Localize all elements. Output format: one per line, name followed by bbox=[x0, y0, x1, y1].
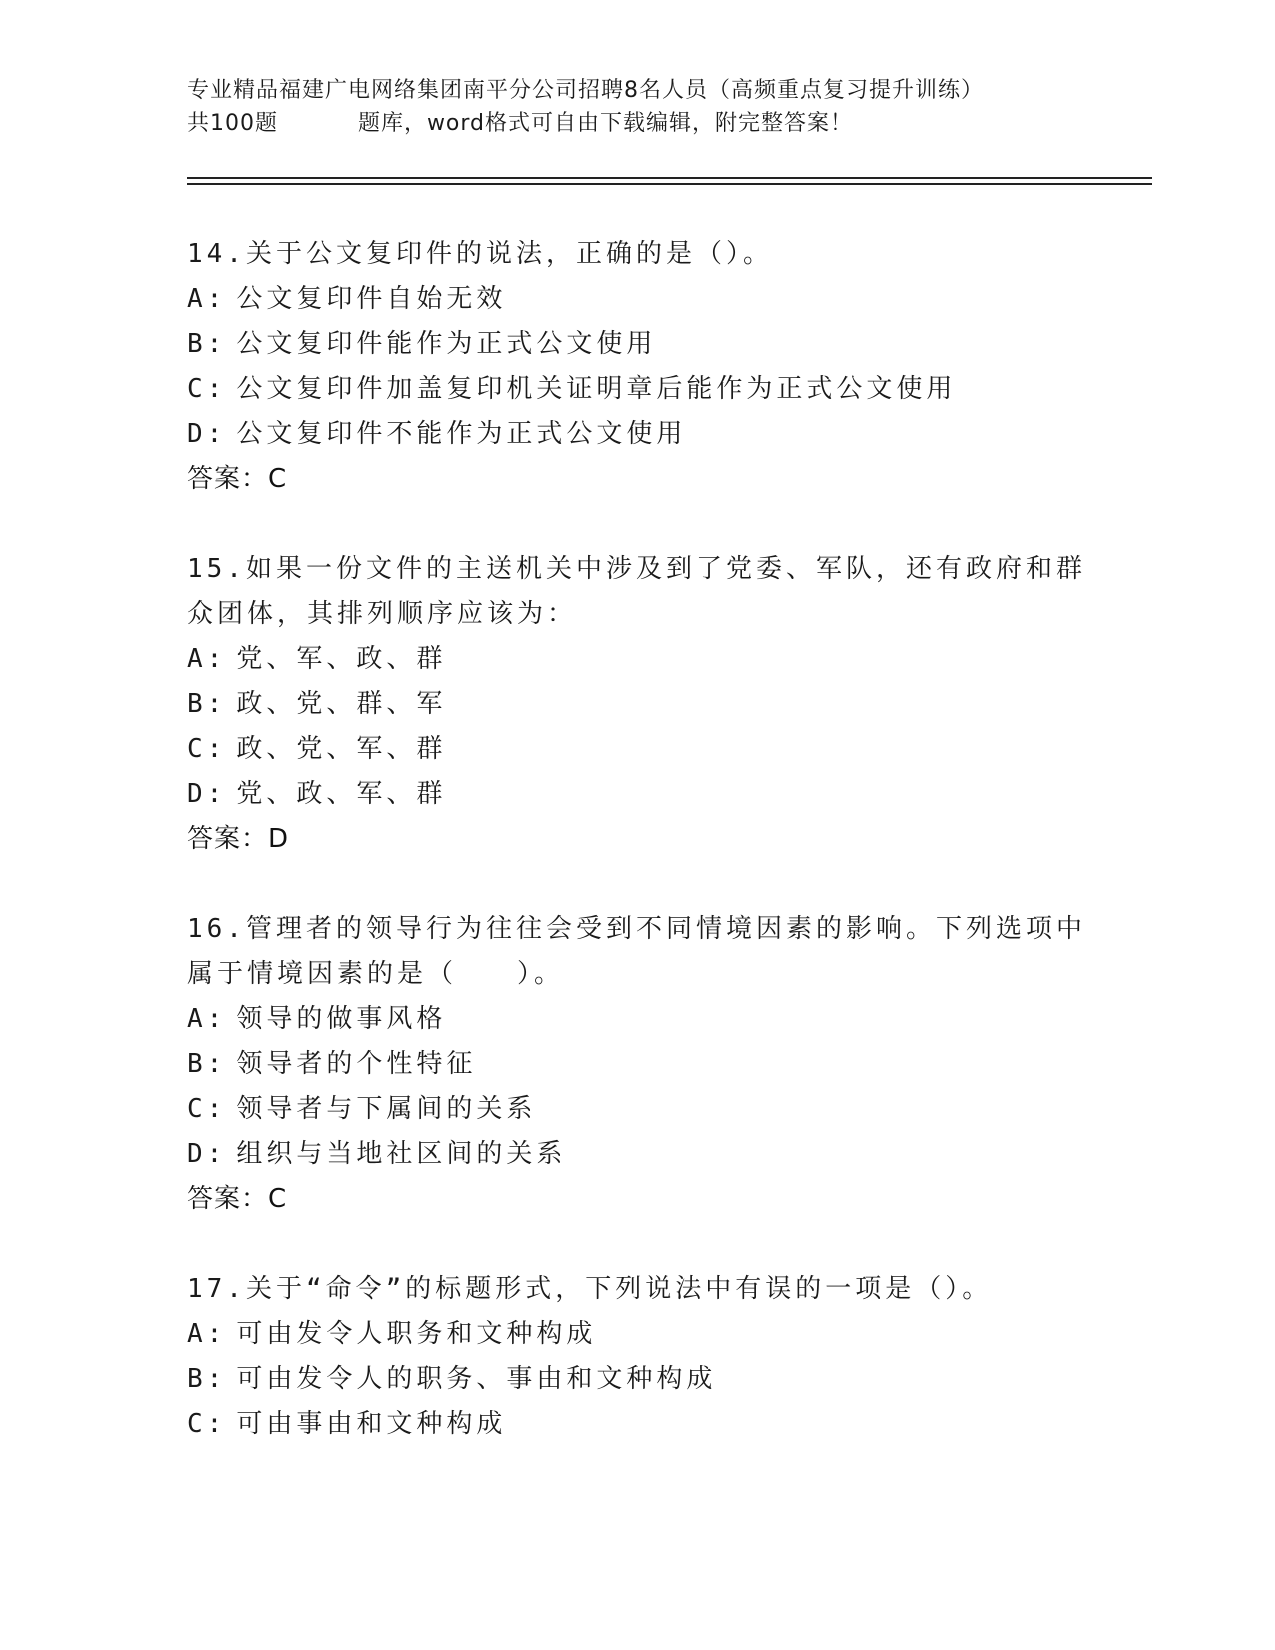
option-text: 领导者与下属间的关系 bbox=[236, 1094, 537, 1124]
question-15 bbox=[187, 547, 1087, 862]
option-b bbox=[187, 1042, 1087, 1087]
option-text: 公文复印件不能作为正式公文使用 bbox=[236, 419, 687, 449]
option-key: D: bbox=[187, 419, 227, 449]
option-key: A: bbox=[187, 284, 227, 314]
header-title: 专业精品福建广电网络集团南平分公司招聘8名人员（高频重点复习提升训练） bbox=[187, 78, 984, 103]
answer: 答案：D bbox=[187, 824, 290, 854]
option-key: B: bbox=[187, 1049, 227, 1079]
option-text: 党、政、军、群 bbox=[236, 779, 447, 809]
option-text: 公文复印件加盖复印机关证明章后能作为正式公文使用 bbox=[236, 374, 957, 404]
question-list bbox=[187, 232, 1087, 1492]
option-text: 可由发令人的职务、事由和文种构成 bbox=[236, 1364, 717, 1394]
option-key: C: bbox=[187, 1094, 227, 1124]
header-note: 题库，word格式可自由下载编辑，附完整答案！ bbox=[357, 111, 854, 136]
option-d bbox=[187, 1132, 1087, 1177]
question-stem: 14.关于公文复印件的说法，正确的是（）。 bbox=[187, 239, 773, 269]
option-text: 公文复印件自始无效 bbox=[236, 284, 507, 314]
option-key: C: bbox=[187, 374, 227, 404]
option-key: B: bbox=[187, 1364, 227, 1394]
header-rule-bottom bbox=[187, 183, 1152, 185]
question-16 bbox=[187, 907, 1087, 1222]
option-c bbox=[187, 1087, 1087, 1132]
option-b bbox=[187, 1357, 1087, 1402]
option-key: C: bbox=[187, 1409, 227, 1439]
option-a bbox=[187, 637, 1087, 682]
option-c bbox=[187, 727, 1087, 772]
option-a bbox=[187, 1312, 1087, 1357]
question-stem: 17.关于“命令”的标题形式，下列说法中有误的一项是（）。 bbox=[187, 1274, 993, 1304]
header-count: 共100题 bbox=[187, 111, 278, 136]
answer: 答案：C bbox=[187, 464, 288, 494]
option-d bbox=[187, 412, 1087, 457]
option-b bbox=[187, 682, 1087, 727]
option-text: 公文复印件能作为正式公文使用 bbox=[236, 329, 657, 359]
option-key: B: bbox=[187, 689, 227, 719]
option-key: B: bbox=[187, 329, 227, 359]
option-c bbox=[187, 367, 1087, 412]
question-stem: 16.管理者的领导行为往往会受到不同情境因素的影响。下列选项中属于情境因素的是（ ）。 bbox=[187, 914, 1086, 989]
header-subtitle bbox=[187, 107, 1087, 140]
option-text: 领导者的个性特征 bbox=[236, 1049, 477, 1079]
option-key: C: bbox=[187, 734, 227, 764]
option-text: 组织与当地社区间的关系 bbox=[236, 1139, 567, 1169]
option-d bbox=[187, 772, 1087, 817]
option-c bbox=[187, 1402, 1087, 1447]
option-text: 领导的做事风格 bbox=[236, 1004, 447, 1034]
option-key: D: bbox=[187, 779, 227, 809]
header-rule-top bbox=[187, 177, 1152, 179]
option-key: D: bbox=[187, 1139, 227, 1169]
option-b bbox=[187, 322, 1087, 367]
option-text: 政、党、群、军 bbox=[236, 689, 447, 719]
question-17 bbox=[187, 1267, 1087, 1447]
option-text: 党、军、政、群 bbox=[236, 644, 447, 674]
question-14 bbox=[187, 232, 1087, 502]
option-text: 政、党、军、群 bbox=[236, 734, 447, 764]
option-key: A: bbox=[187, 1004, 227, 1034]
option-key: A: bbox=[187, 1319, 227, 1349]
option-a bbox=[187, 277, 1087, 322]
document-header bbox=[187, 74, 1087, 140]
option-key: A: bbox=[187, 644, 227, 674]
answer: 答案：C bbox=[187, 1184, 288, 1214]
option-text: 可由事由和文种构成 bbox=[236, 1409, 507, 1439]
option-a bbox=[187, 997, 1087, 1042]
question-stem: 15.如果一份文件的主送机关中涉及到了党委、军队，还有政府和群众团体，其排列顺序应该为： bbox=[187, 554, 1086, 629]
option-text: 可由发令人职务和文种构成 bbox=[236, 1319, 597, 1349]
